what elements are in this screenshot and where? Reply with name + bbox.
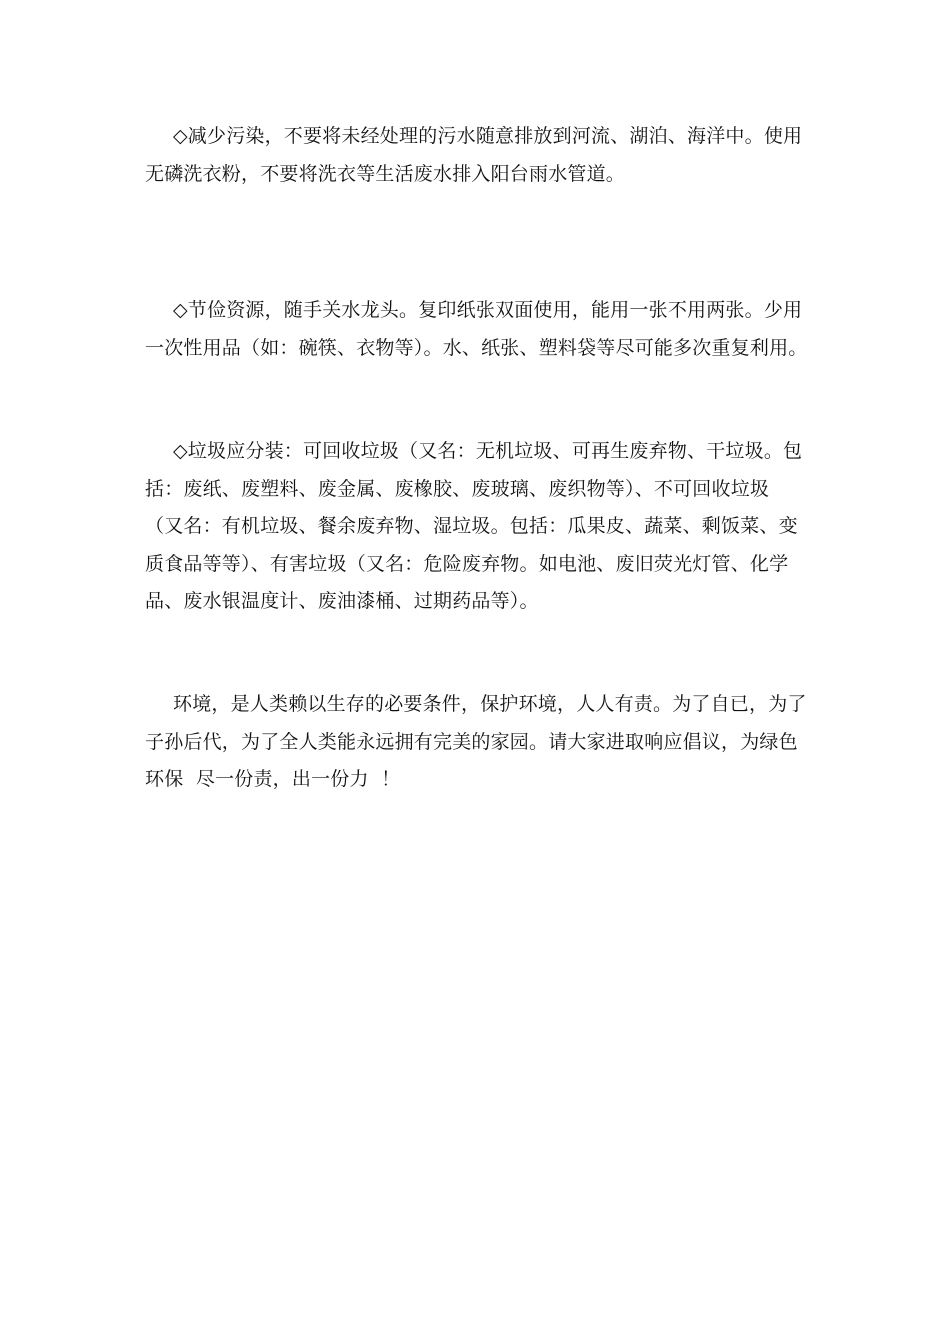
paragraph-line: 质食品等等）、有害垃圾（又名：危险废弃物。如电池、废旧荧光灯管、化学 [145,552,789,575]
paragraph-closing-appeal [145,686,807,799]
paragraph-line: ◇垃圾应分装：可回收垃圾（又名：无机垃圾、可再生废弃物、干垃圾。包 [173,440,803,462]
paragraph-line: ◇减少污染，不要将未经处理的污水随意排放到河流、湖泊、海洋中。使用 [173,125,803,147]
paragraph-line: 无磷洗衣粉，不要将洗衣等生活废水排入阳台雨水管道。 [145,162,626,185]
paragraph-line: 一次性用品（如：碗筷、衣物等）。水、纸张、塑料袋等尽可能多次重复利用。 [145,336,808,359]
paragraph-save-resources [145,292,807,367]
paragraph-garbage-sorting [145,433,807,621]
paragraph-line: 品、废水银温度计、废油漆桶、过期药品等）。 [145,590,539,612]
paragraph-line: 环保 尽一份责，出一份力 ！ [145,768,401,790]
paragraph-line: （又名：有机垃圾、餐余废弃物、湿垃圾。包括：瓜果皮、蔬菜、剩饭菜、变 [145,515,798,537]
paragraph-line: 环境，是人类赖以生存的必要条件，保护环境，人人有责。为了自已，为了 [173,693,807,715]
paragraph-line: 括：废纸、废塑料、废金属、废橡胶、废玻璃、废织物等）、不可回收垃圾 [145,477,770,500]
paragraph-line: ◇节俭资源，随手关水龙头。复印纸张双面使用，能用一张不用两张。少用 [173,299,803,321]
paragraph-reduce-pollution [145,118,807,193]
paragraph-line: 子孙后代，为了全人类能永远拥有完美的家园。请大家进取响应倡议，为绿色 [145,730,798,753]
